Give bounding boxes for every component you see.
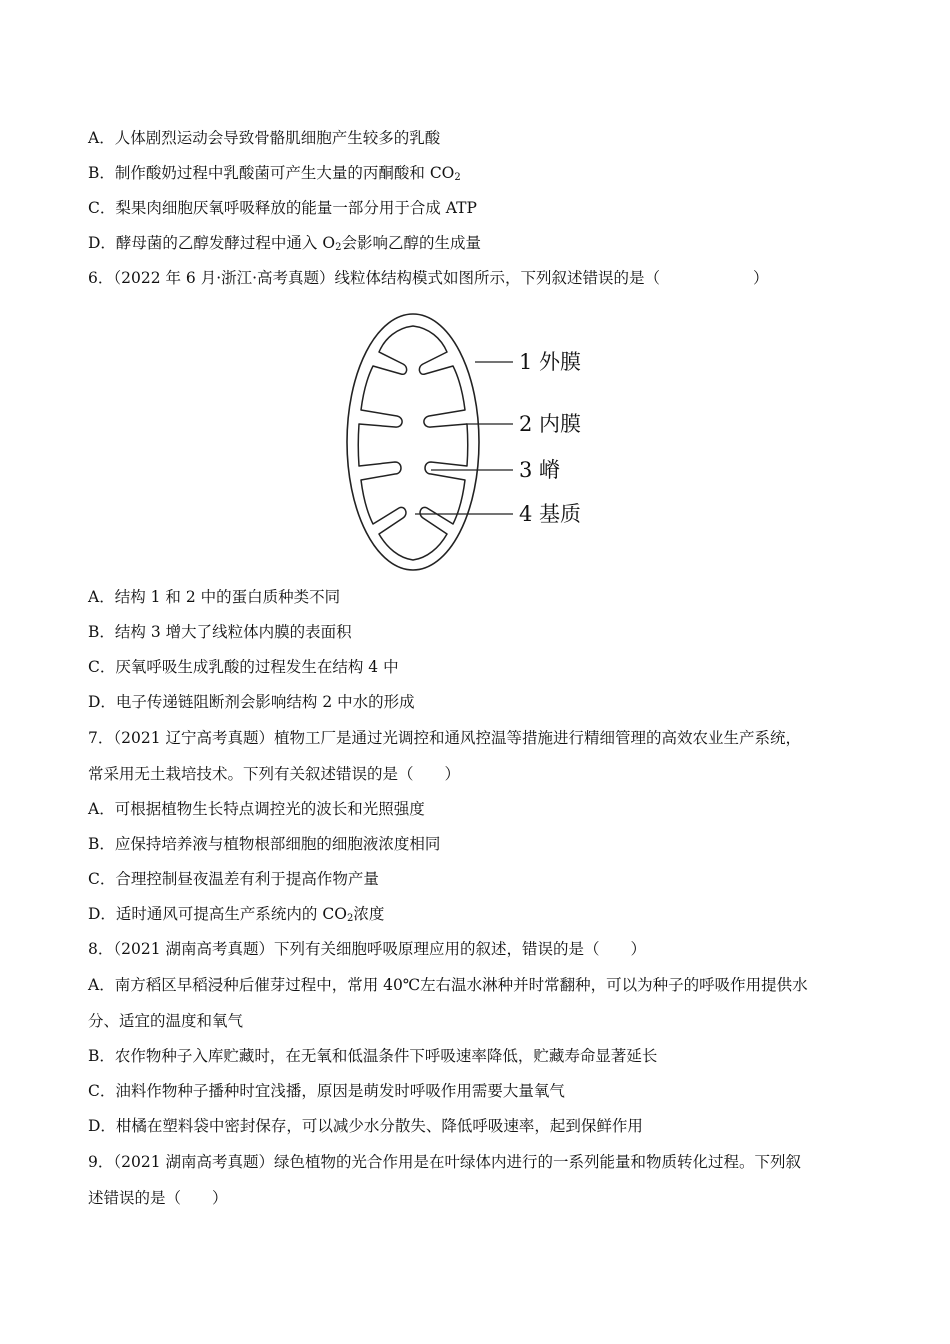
- q5-option-b: B．制作酸奶过程中乳酸菌可产生大量的丙酮酸和 $CO_2$: [88, 164, 461, 183]
- q6-option-c: C．厌氧呼吸生成乳酸的过程发生在结构 4 中: [88, 658, 399, 676]
- q7-option-c: C．合理控制昼夜温差有利于提高作物产量: [88, 870, 379, 888]
- label-matrix: 4 基质: [519, 502, 582, 526]
- label-outer-membrane: 1 外膜: [519, 350, 582, 374]
- q7-stem-line1: 7．（2021 辽宁高考真题）植物工厂是通过光调控和通风控温等措施进行精细管理的高效农业生产系统，: [88, 729, 801, 747]
- q5-option-a: A．人体剧烈运动会导致骨骼肌细胞产生较多的乳酸: [88, 129, 441, 147]
- q8-option-c: C．油料作物种子播种时宜浅播，原因是萌发时呼吸作用需要大量氧气: [88, 1082, 565, 1100]
- q5-option-d: D．酵母菌的乙醇发酵过程中通入 $O_2$会影响乙醇的生成量: [88, 234, 481, 253]
- q6-option-b: B．结构 3 增大了线粒体内膜的表面积: [88, 623, 352, 641]
- q7-option-a: A．可根据植物生长特点调控光的波长和光照强度: [88, 800, 425, 818]
- q8-option-a-line2: 分、适宜的温度和氧气: [88, 1012, 244, 1030]
- q7-option-d: D．适时通风可提高生产系统内的 $CO_2$浓度: [88, 905, 385, 924]
- q6-stem: 6．（2022 年 6 月·浙江·高考真题）线粒体结构模式如图所示，下列叙述错误的是（ ）: [88, 269, 769, 287]
- q6-option-d: D．电子传递链阻断剂会影响结构 2 中水的形成: [88, 693, 415, 711]
- q8-stem: 8．（2021 湖南高考真题）下列有关细胞呼吸原理应用的叙述，错误的是（ ）: [88, 940, 646, 958]
- mitochondrion-figure: [345, 312, 600, 574]
- q7-stem-line2: 常采用无土栽培技术。下列有关叙述错误的是（ ）: [88, 765, 461, 783]
- label-cristae: 3 嵴: [519, 458, 561, 482]
- q8-option-a-line1: A．南方稻区早稻浸种后催芽过程中，常用 40℃左右温水淋种并时常翻种，可以为种子的呼吸作用提供水: [88, 976, 808, 994]
- q8-option-d: D．柑橘在塑料袋中密封保存，可以减少水分散失、降低呼吸速率，起到保鲜作用: [88, 1117, 643, 1135]
- q9-stem-line1: 9．（2021 湖南高考真题）绿色植物的光合作用是在叶绿体内进行的一系列能量和物质转化过程。下列叙: [88, 1153, 801, 1171]
- q6-option-a: A．结构 1 和 2 中的蛋白质种类不同: [88, 588, 341, 606]
- outer-membrane: [347, 314, 479, 570]
- inner-membrane: [358, 326, 468, 560]
- mitochondrion-diagram: [345, 312, 600, 574]
- q8-option-b: B．农作物种子入库贮藏时，在无氧和低温条件下呼吸速率降低，贮藏寿命显著延长: [88, 1047, 658, 1065]
- q9-stem-line2: 述错误的是（ ）: [88, 1189, 228, 1207]
- q7-option-b: B．应保持培养液与植物根部细胞的细胞液浓度相同: [88, 835, 441, 853]
- q5-option-c: C．梨果肉细胞厌氧呼吸释放的能量一部分用于合成 ATP: [88, 199, 477, 217]
- label-inner-membrane: 2 内膜: [519, 412, 582, 436]
